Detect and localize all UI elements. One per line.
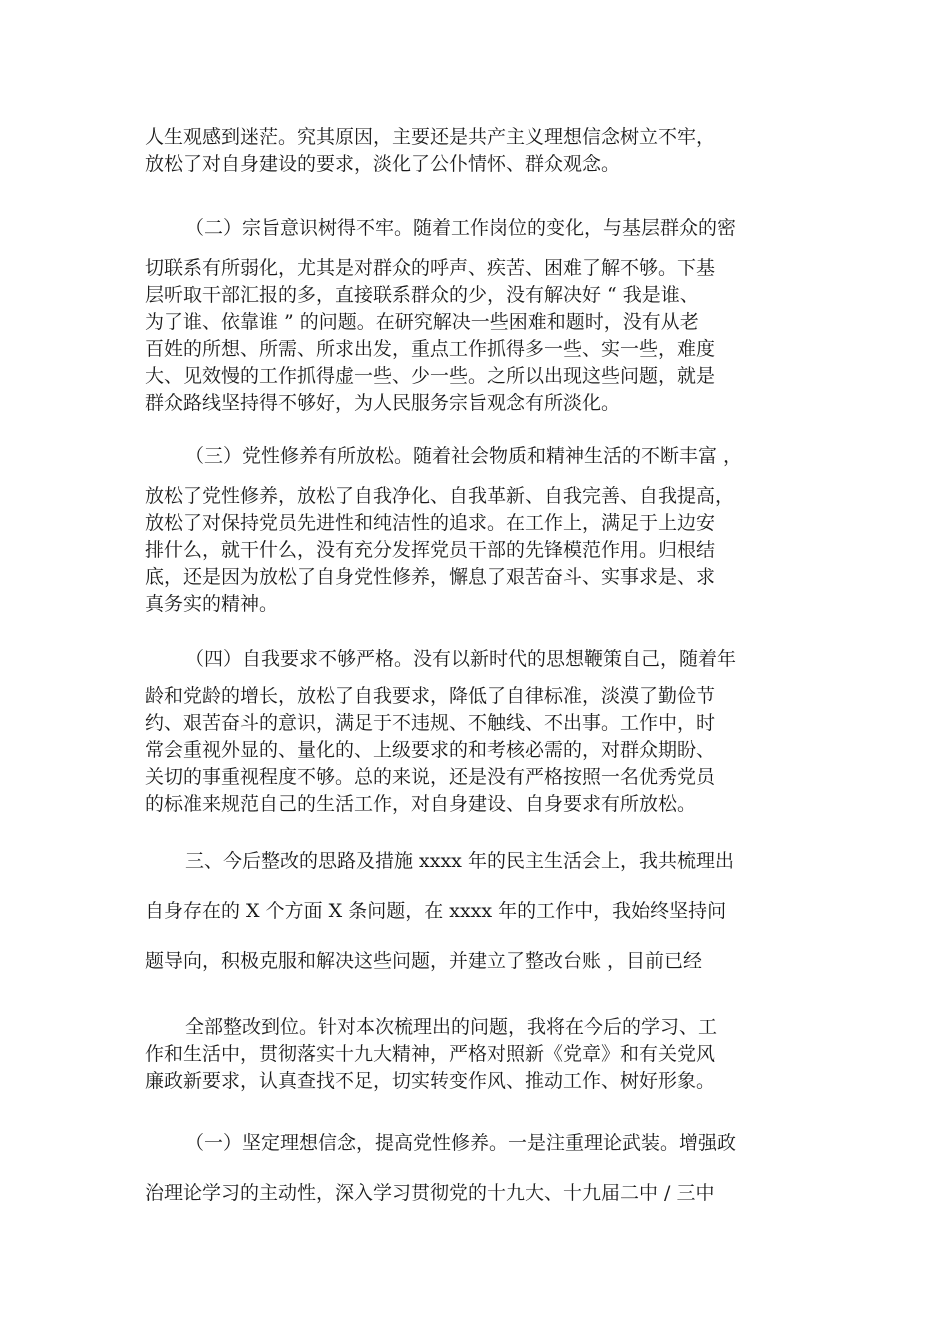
text-line: 百姓的所想、所需、所求出发，重点工作抓得多一些、实一些，难度 — [145, 338, 716, 360]
text-line: 放松了对自身建设的要求，淡化了公仆情怀、群众观念。 — [145, 153, 621, 175]
text-line: （三）党性修养有所放松。随着社会物质和精神生活的不断丰富 ， — [185, 445, 743, 467]
text-line: 廉政新要求，认真查找不足，切实转变作风、推动工作、树好形象。 — [145, 1070, 716, 1092]
section-heading-3 — [145, 443, 810, 470]
paragraph-1 — [145, 124, 810, 178]
text-line: 的标准来规范自己的生活工作，对自身建设、自身要求有所放松。 — [145, 793, 697, 815]
text-line: 真务实的精神。 — [145, 593, 279, 615]
section-heading-one — [145, 1130, 810, 1157]
text-line: 三、今后整改的思路及措施 xxxx 年的民主生活会上，我共梳理出 — [185, 850, 734, 872]
text-line: 全部整改到位。针对本次梳理出的问题，我将在今后的学习、工 — [185, 1016, 718, 1038]
text-line: 大、见效慢的工作抓得虚一些、少一些。之所以出现这些问题，就是 — [145, 365, 716, 387]
text-line: 为了谁、依靠谁 ” 的问题。在研究解决一些困难和题时，没有从老 — [145, 311, 699, 333]
section-heading-4 — [145, 646, 810, 673]
text-line: 关切的事重视程度不够。总的来说，还是没有严格按照一名优秀党员 — [145, 766, 716, 788]
text-line: 作和生活中，贯彻落实十九大精神，严格对照新《党章》和有关党风 — [145, 1043, 716, 1065]
paragraph-7 — [145, 1180, 810, 1207]
text-line: 底，还是因为放松了自身党性修养，懈息了艰苦奋斗、实事求是、求 — [145, 566, 716, 588]
text-line: 治理论学习的主动性，深入学习贯彻党的十九大、十九届二中 / 三中 — [145, 1182, 715, 1204]
text-line: 切联系有所弱化，尤其是对群众的呼声、疾苦、困难了解不够。下基 — [145, 257, 716, 279]
section-heading-three — [145, 848, 810, 875]
text-line: （二）宗旨意识树得不牢。随着工作岗位的变化，与基层群众的密 — [185, 217, 737, 239]
text-line: 层听取干部汇报的多，直接联系群众的少，没有解决好 “ 我是谁、 — [145, 284, 699, 306]
text-line: 群众路线坚持得不够好，为人民服务宗旨观念有所淡化。 — [145, 392, 621, 414]
text-line: 排什么，就干什么，没有充分发挥党员干部的先锋模范作用。归根结 — [145, 539, 716, 561]
text-line: 常会重视外显的、量化的、上级要求的和考核必需的，对群众期盼、 — [145, 739, 716, 761]
text-line: 放松了党性修养，放松了自我净化、自我革新、自我完善、自我提高， — [145, 485, 735, 507]
text-line: 约、艰苦奋斗的意识，满足于不违规、不触线、不出事。工作中，时 — [145, 712, 716, 734]
text-line: 题导向，积极克服和解决这些问题，并建立了整改台账 ，目前已经 — [145, 950, 703, 972]
text-line: 放松了对保持党员先进性和纯洁性的追求。在工作上，满足于上边安 — [145, 512, 716, 534]
text-line: （四）自我要求不够严格。没有以新时代的思想鞭策自己，随着年 — [185, 648, 737, 670]
text-line: 自身存在的 X 个方面 X 条问题，在 xxxx 年的工作中，我始终坚持问 — [145, 900, 727, 922]
paragraph-2 — [145, 255, 810, 417]
paragraph-5-line-2 — [145, 898, 810, 925]
paragraph-3 — [145, 483, 810, 618]
text-line: 龄和党龄的增长，放松了自我要求，降低了自律标准，淡漠了勤俭节 — [145, 685, 716, 707]
text-line: （一）坚定理想信念，提高党性修养。一是注重理论武装。增强政 — [185, 1132, 737, 1154]
section-heading-2 — [145, 215, 810, 242]
paragraph-6 — [145, 1014, 810, 1095]
paragraph-4 — [145, 683, 810, 818]
paragraph-5-line-3 — [145, 948, 810, 975]
text-line: 人生观感到迷茫。究其原因，主要还是共产主义理想信念树立不牢， — [145, 126, 716, 148]
